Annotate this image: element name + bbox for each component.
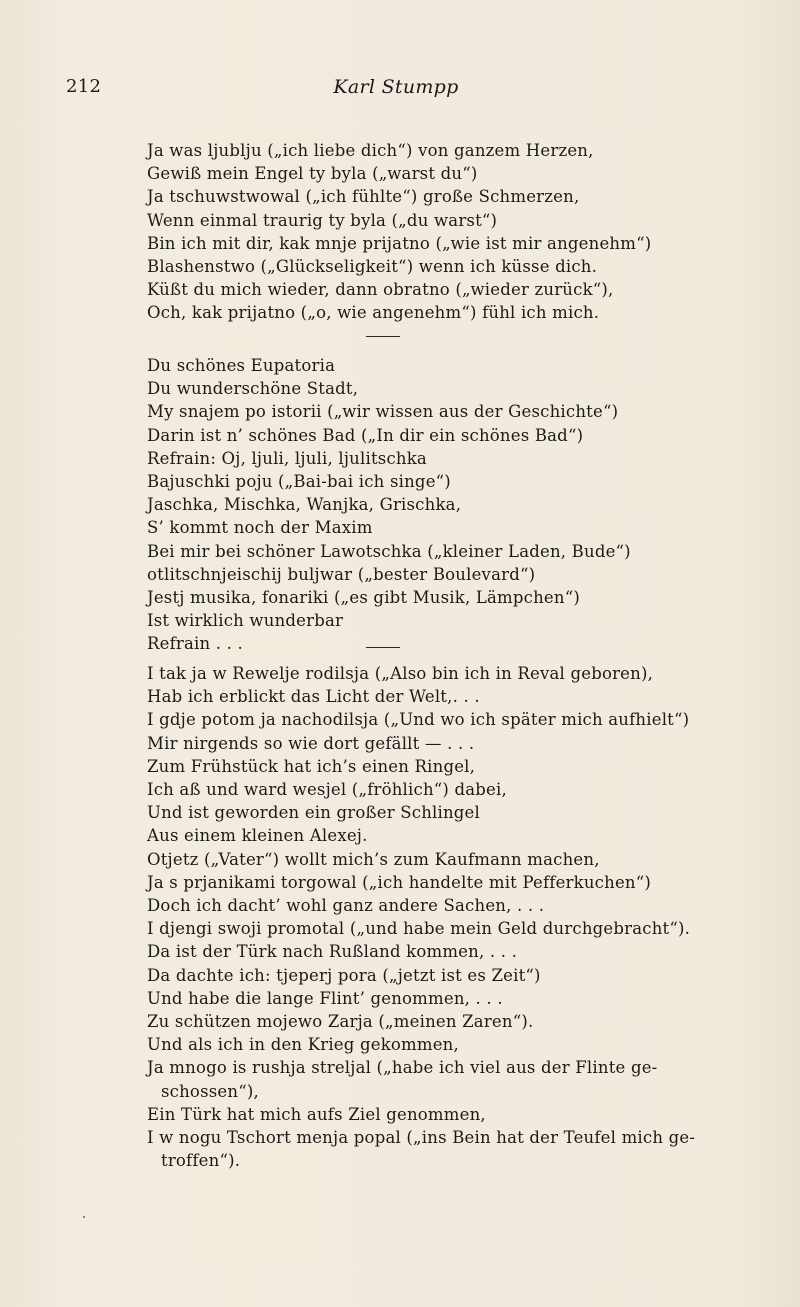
verse-line: Mir nirgends so wie dort gefällt — . . . <box>147 733 475 753</box>
running-title: Karl Stumpp <box>333 76 459 98</box>
verse-line: My snajem po istorii („wir wissen aus der Geschichte“) <box>147 402 619 422</box>
verse-line: Ja was ljublju („ich liebe dich“) von ganzem Herzen, <box>147 141 594 160</box>
verse-line: Bajuschki poju („Bai-bai ich singe“) <box>147 472 451 492</box>
verse-line: Ist wirklich wunderbar <box>147 611 344 631</box>
verse-line: Ja mnogo is rushja streljal („habe ich viel aus der Flinte ge- <box>147 1058 658 1078</box>
verse-line: Ein Türk hat mich aufs Ziel genommen, <box>147 1104 486 1124</box>
running-head <box>66 76 746 100</box>
verse-line: I djengi swoji promotal („und habe mein Geld durchgebracht“). <box>147 919 691 939</box>
verse-line: Jestj musika, fonariki („es gibt Musik, Lämpchen“) <box>147 588 580 608</box>
verse-line: I gdje potom ja nachodilsja („Und wo ich später mich aufhielt“) <box>147 710 690 730</box>
verse-line: Doch ich dacht’ wohl ganz andere Sachen, . . . <box>147 896 545 916</box>
verse-line: I w nogu Tschort menja popal („ins Bein hat der Teufel mich ge- <box>147 1128 696 1148</box>
section-divider <box>366 336 400 337</box>
stanza-1 <box>147 139 651 325</box>
verse-line: Gewiß mein Engel ty byla („warst du“) <box>147 164 478 184</box>
stanza-3 <box>147 662 695 1172</box>
verse-line: Wenn einmal traurig ty byla („du warst“) <box>147 210 498 230</box>
verse-line: Darin ist n’ schönes Bad („In dir ein schönes Bad“) <box>147 425 584 445</box>
page-number: 212 <box>66 76 102 97</box>
verse-line: Jaschka, Mischka, Wanjka, Grischka, <box>147 495 462 515</box>
verse-line: Refrain: Oj, ljuli, ljuli, ljulitschka <box>147 448 427 468</box>
verse-line: otlitschnjeischij buljwar („bester Boulevard“) <box>147 564 536 584</box>
verse-line: Zu schützen mojewo Zarja („meinen Zaren“). <box>147 1012 534 1032</box>
verse-line: Bei mir bei schöner Lawotschka („kleiner Laden, Bude“) <box>147 541 631 561</box>
verse-line: Aus einem kleinen Alexej. <box>147 826 368 846</box>
verse-line: Otjetz („Vater“) wollt mich’s zum Kaufmann machen, <box>147 849 600 869</box>
verse-line: Da dachte ich: tjeperj pora („jetzt ist es Zeit“) <box>147 965 541 985</box>
verse-line: Und als ich in den Krieg gekommen, <box>147 1035 459 1055</box>
verse-line: I tak ja w Rewelje rodilsja („Also bin ich in Reval geboren), <box>147 664 654 683</box>
verse-line: Zum Frühstück hat ich’s einen Ringel, <box>147 756 476 776</box>
verse-line-continuation: schossen“), <box>161 1081 259 1101</box>
verse-line-continuation: troffen“). <box>161 1151 241 1171</box>
verse-line: Du wunderschöne Stadt, <box>147 379 359 399</box>
verse-line: S’ kommt noch der Maxim <box>147 518 373 538</box>
verse-line: Och, kak prijatno („o, wie angenehm“) fühl ich mich. <box>147 303 600 323</box>
verse-line: Ja tschuwstwowal („ich fühlte“) große Schmerzen, <box>147 187 580 207</box>
verse-line: Und habe die lange Flint’ genommen, . . . <box>147 988 503 1008</box>
verse-line: Da ist der Türk nach Rußland kommen, . . . <box>147 942 518 962</box>
verse-line: Küßt du mich wieder, dann obratno („wieder zurück“), <box>147 280 614 300</box>
stanza-2 <box>147 354 631 656</box>
verse-line: Du schönes Eupatoria <box>147 356 336 375</box>
verse-line: Bin ich mit dir, kak mnje prijatno („wie ist mir angenehm“) <box>147 233 652 253</box>
verse-line: Blashenstwo („Glückseligkeit“) wenn ich küsse dich. <box>147 257 598 277</box>
verse-line: Ich aß und ward wesjel („fröhlich“) dabei, <box>147 780 507 800</box>
verse-line: Ja s prjanikami torgowal („ich handelte mit Pefferkuchen“) <box>147 872 652 892</box>
verse-line: Hab ich erblickt das Licht der Welt,. . . <box>147 687 480 707</box>
verse-line: Und ist geworden ein großer Schlingel <box>147 803 481 823</box>
paper-speck <box>83 1216 85 1218</box>
verse-line: Refrain . . . <box>147 634 243 654</box>
section-divider <box>366 647 400 648</box>
